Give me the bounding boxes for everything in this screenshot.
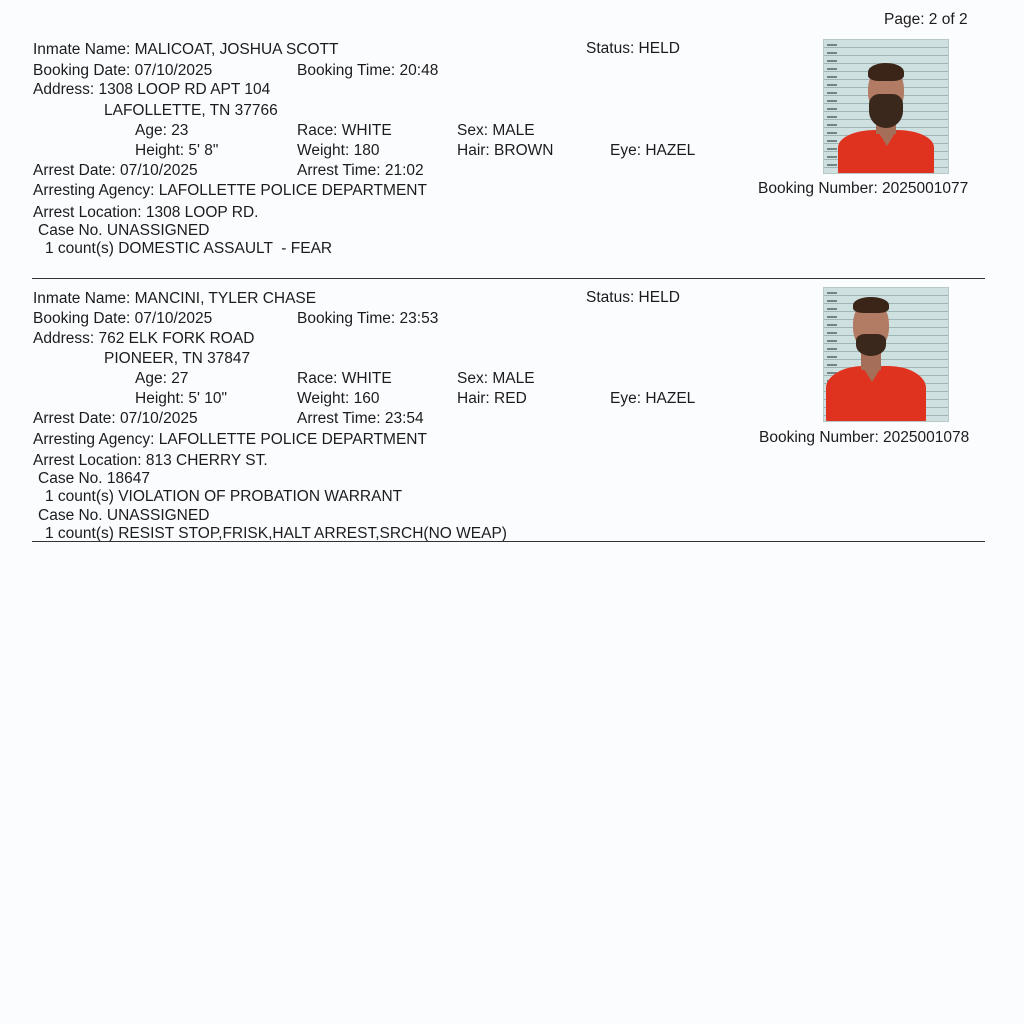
booking-number: Booking Number: 2025001077	[758, 180, 969, 197]
hair: Hair: RED	[457, 390, 527, 407]
case-number: Case No. UNASSIGNED	[38, 507, 210, 524]
charge-count: 1 count(s) VIOLATION OF PROBATION WARRANT	[45, 488, 403, 505]
status: Status: HELD	[586, 40, 680, 57]
arrest-location: Arrest Location: 813 CHERRY ST.	[33, 452, 268, 469]
age: Age: 27	[135, 370, 189, 387]
inmate-name: Inmate Name: MALICOAT, JOSHUA SCOTT	[33, 41, 339, 58]
page-number: Page: 2 of 2	[884, 11, 968, 28]
arresting-agency: Arresting Agency: LAFOLLETTE POLICE DEPARTMENT	[33, 182, 427, 199]
race: Race: WHITE	[297, 122, 392, 139]
address-line-1: Address: 1308 LOOP RD APT 104	[33, 81, 271, 98]
arrest-location: Arrest Location: 1308 LOOP RD.	[33, 204, 259, 221]
inmate-name: Inmate Name: MANCINI, TYLER CHASE	[33, 290, 317, 307]
booking-time: Booking Time: 23:53	[297, 310, 439, 327]
booking-photo	[823, 39, 949, 174]
address-line-2: LAFOLLETTE, TN 37766	[104, 102, 278, 119]
arrest-time: Arrest Time: 23:54	[297, 410, 424, 427]
case-number: Case No. 18647	[38, 470, 151, 487]
race: Race: WHITE	[297, 370, 392, 387]
address-line-2: PIONEER, TN 37847	[104, 350, 251, 367]
booking-number: Booking Number: 2025001078	[759, 429, 970, 446]
arrest-date: Arrest Date: 07/10/2025	[33, 162, 198, 179]
address-line-1: Address: 762 ELK FORK ROAD	[33, 330, 255, 347]
status: Status: HELD	[586, 289, 680, 306]
age: Age: 23	[135, 122, 189, 139]
eye: Eye: HAZEL	[610, 390, 696, 407]
sex: Sex: MALE	[457, 370, 535, 387]
booking-date: Booking Date: 07/10/2025	[33, 310, 213, 327]
record-divider	[32, 278, 985, 279]
height: Height: 5' 10"	[135, 390, 228, 407]
height: Height: 5' 8"	[135, 142, 219, 159]
arrest-time: Arrest Time: 21:02	[297, 162, 424, 179]
hair: Hair: BROWN	[457, 142, 554, 159]
eye: Eye: HAZEL	[610, 142, 696, 159]
booking-photo	[823, 287, 949, 422]
weight: Weight: 160	[297, 390, 380, 407]
booking-time: Booking Time: 20:48	[297, 62, 439, 79]
charge-count: 1 count(s) DOMESTIC ASSAULT - FEAR	[45, 240, 333, 257]
charge-count: 1 count(s) RESIST STOP,FRISK,HALT ARREST,SRCH(NO WEAP)	[45, 525, 507, 542]
record-divider	[32, 541, 985, 542]
case-number: Case No. UNASSIGNED	[38, 222, 210, 239]
arresting-agency: Arresting Agency: LAFOLLETTE POLICE DEPARTMENT	[33, 431, 427, 448]
arrest-date: Arrest Date: 07/10/2025	[33, 410, 198, 427]
sex: Sex: MALE	[457, 122, 535, 139]
weight: Weight: 180	[297, 142, 380, 159]
booking-date: Booking Date: 07/10/2025	[33, 62, 213, 79]
